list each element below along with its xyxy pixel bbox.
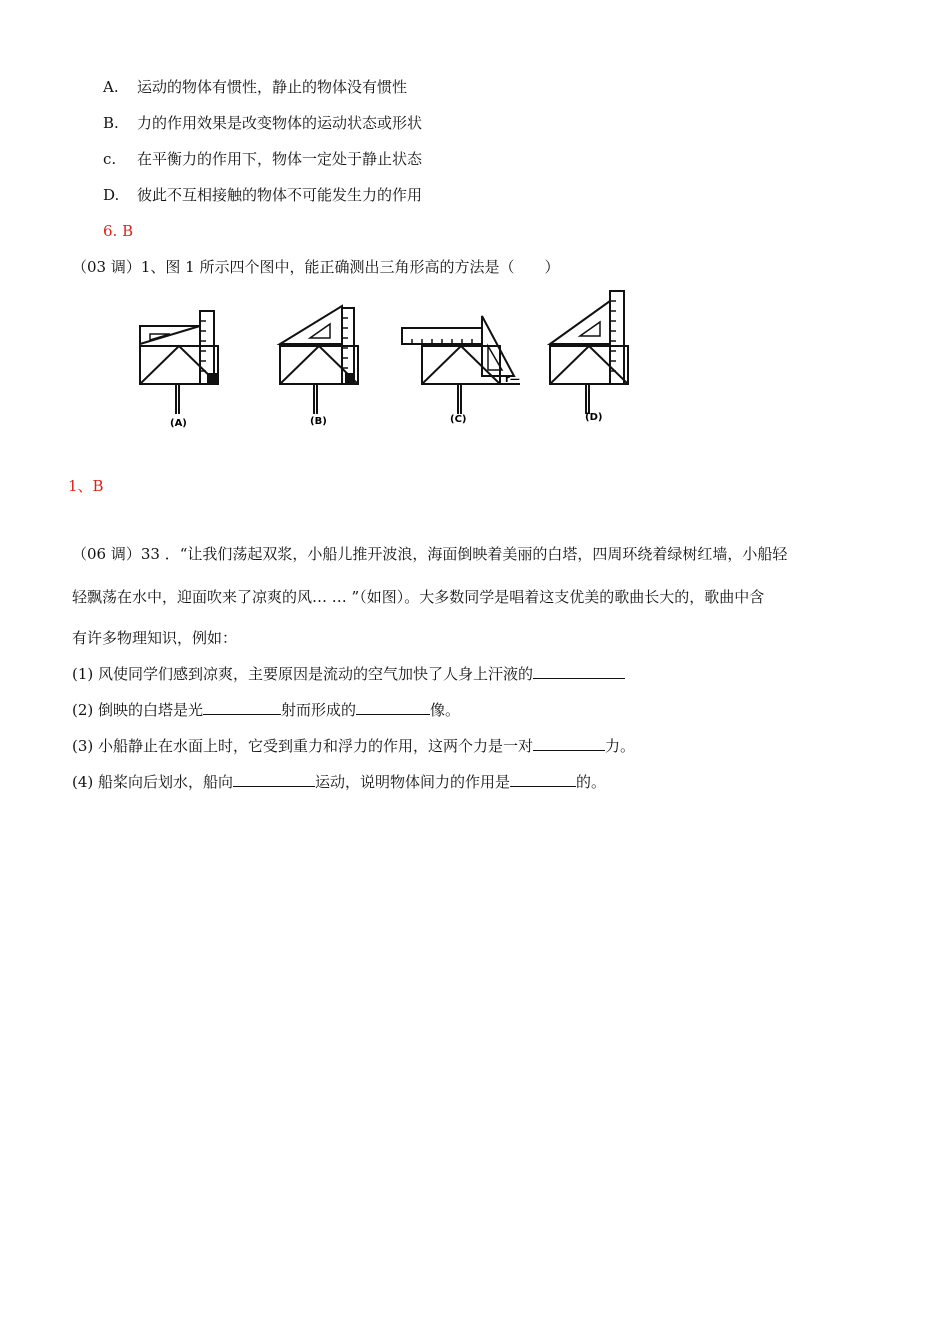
option-a (103, 77, 407, 97)
answer-blank[interactable] (510, 772, 576, 787)
answer-blank[interactable] (356, 700, 430, 715)
option-text: 运动的物体有惯性，静止的物体没有惯性 (137, 78, 408, 96)
figure-caption-c: (C) (450, 414, 467, 425)
sub-question-2 (72, 700, 460, 720)
figure-diagram (130, 286, 640, 436)
figure-caption-a: (A) (170, 418, 187, 429)
option-letter: A. (103, 78, 119, 96)
option-d (103, 185, 422, 205)
option-letter: c. (103, 150, 117, 168)
figure-a (140, 311, 218, 414)
answer-blank[interactable] (533, 664, 625, 679)
answer-blank[interactable] (203, 700, 281, 715)
option-text: 彼此不互相接触的物体不可能发生力的作用 (137, 186, 423, 204)
sub-question-1 (72, 664, 625, 684)
sub-question-4 (72, 772, 606, 792)
sub-question-3 (72, 736, 635, 756)
figure-caption-b: (B) (310, 416, 327, 427)
option-letter: D. (103, 186, 120, 204)
answer-q1: 1、B (68, 477, 104, 495)
triangle-height-figures (130, 286, 640, 436)
question-33-stem-line3: 有许多物理知识，例如： (72, 629, 238, 647)
sub-question-4-text: (4) 船桨向后划水，船向 (72, 773, 234, 791)
sub-question-4-end: 的。 (576, 773, 607, 791)
option-letter: B. (103, 114, 119, 132)
option-text: 力的作用效果是改变物体的运动状态或形状 (137, 114, 423, 132)
option-b (103, 113, 422, 133)
option-c (103, 149, 422, 169)
answer-blank[interactable] (533, 736, 605, 751)
figure-d (550, 291, 628, 414)
sub-question-1-text: (1) 风使同学们感到凉爽，主要原因是流动的空气加快了人身上汗液的 (72, 665, 534, 683)
sub-question-3-text: (3) 小船静止在水面上时，它受到重力和浮力的作用，这两个力是一对 (72, 737, 534, 755)
question-33-stem-line2: 轻飘荡在水中，迎面吹来了凉爽的风… … ”（如图）。大多数同学是唱着这支优美的歌曲长大的，歌曲中含 (72, 588, 765, 606)
figure-caption-d: (D) (585, 412, 603, 423)
sub-question-3-end: 力。 (605, 737, 636, 755)
sub-question-2-end: 像。 (430, 701, 461, 719)
figure-c (402, 316, 520, 414)
sub-question-2-mid: 射而形成的 (281, 701, 357, 719)
sub-question-2-text: (2) 倒映的白塔是光 (72, 701, 204, 719)
figure-b (280, 306, 358, 414)
question-1-stem: （03 调）1、图 1 所示四个图中，能正确测出三角形高的方法是（ ） (72, 258, 560, 276)
figure-c-mark: r— (505, 374, 520, 385)
question-33-stem-line1: （06 调）33 ．“让我们荡起双浆，小船儿推开波浪，海面倒映着美丽的白塔，四周环绕着绿树红墙，小船轻 (72, 545, 788, 563)
sub-question-4-mid: 运动，说明物体间力的作用是 (315, 773, 511, 791)
answer-blank[interactable] (233, 772, 315, 787)
answer-q6: 6. B (103, 222, 134, 240)
option-text: 在平衡力的作用下，物体一定处于静止状态 (137, 150, 423, 168)
